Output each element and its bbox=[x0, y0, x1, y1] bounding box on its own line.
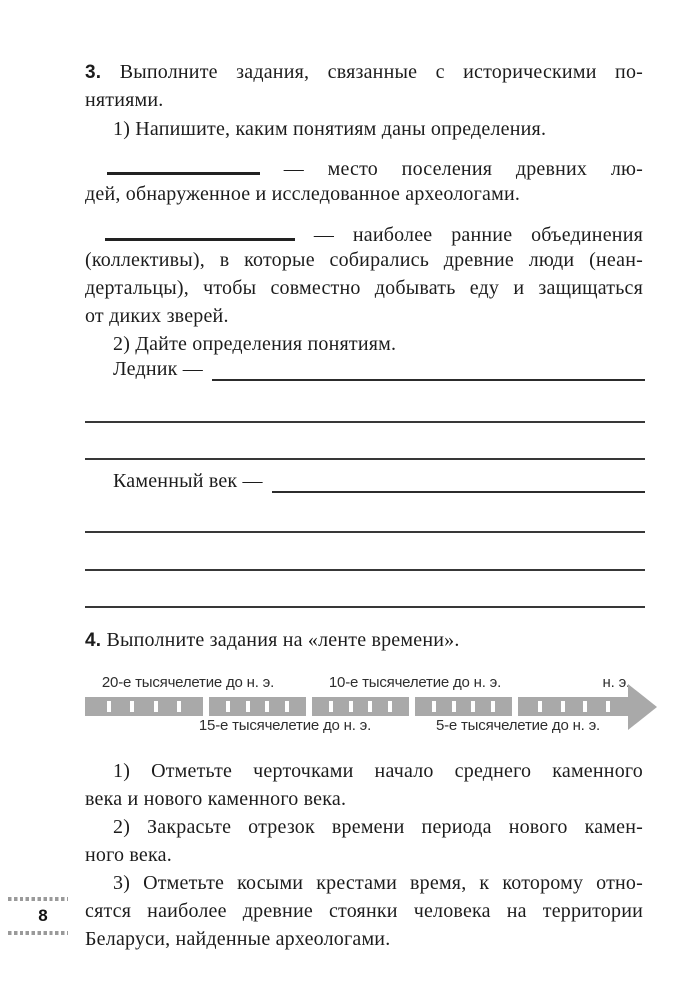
term-stone-age-label: Каменный век — bbox=[113, 470, 263, 492]
definition-2-text: — наиболее ранние объединения bbox=[313, 224, 643, 246]
term-stone-age-row bbox=[113, 469, 645, 493]
timeline-label-5th-millennium: 5-е тысячелетие до н. э. bbox=[435, 717, 601, 734]
task4-item3-line1: 3) Отметьте косыми крестами время, к которому отно- bbox=[113, 872, 643, 894]
timeline-block-4[interactable] bbox=[415, 697, 512, 716]
task3-heading-line2: нятиями. bbox=[85, 89, 164, 111]
timeline bbox=[85, 672, 675, 744]
definition-1-text: — место поселения древних лю- bbox=[283, 158, 643, 180]
task3-heading-text: Выполните задания, связанные с историческими по- bbox=[119, 61, 644, 83]
task4-item1-line2: века и нового каменного века. bbox=[85, 788, 347, 810]
definition-2-line3: дертальцы), чтобы совместно добывать еду и защищаться bbox=[85, 277, 643, 299]
task3-number: 3. bbox=[85, 62, 102, 83]
answer-line-stone-age-4[interactable] bbox=[85, 606, 645, 608]
timeline-label-20th-millennium: 20-е тысячелетие до н. э. bbox=[101, 674, 275, 691]
definition-2-line1 bbox=[105, 218, 643, 246]
definition-1-line2: дей, обнаруженное и исследованное археологами. bbox=[85, 183, 521, 205]
task4-number: 4. bbox=[85, 630, 102, 651]
task3-item2: 2) Дайте определения понятиям. bbox=[113, 333, 397, 355]
task4-item2-line2: ного века. bbox=[85, 844, 172, 866]
definition-2-line2: (коллективы), в которые собирались древние люди (неан- bbox=[85, 249, 643, 271]
timeline-block-1[interactable] bbox=[85, 697, 203, 716]
task4-item1-line1: 1) Отметьте черточками начало среднего каменного bbox=[113, 760, 643, 782]
answer-line-lednik-3[interactable] bbox=[85, 458, 645, 460]
timeline-block-3[interactable] bbox=[312, 697, 409, 716]
answer-line-stone-age-2[interactable] bbox=[85, 531, 645, 533]
answer-blank-2[interactable] bbox=[105, 218, 295, 241]
answer-line-lednik-1[interactable] bbox=[212, 357, 645, 381]
definition-2-line4: от диких зверей. bbox=[85, 305, 229, 327]
timeline-label-15th-millennium: 15-е тысячелетие до н. э. bbox=[198, 717, 372, 734]
definition-1-line1 bbox=[107, 152, 643, 180]
term-lednik-row bbox=[113, 357, 645, 381]
answer-blank-1[interactable] bbox=[107, 152, 260, 175]
answer-line-lednik-2[interactable] bbox=[85, 421, 645, 423]
page-number: 8 bbox=[38, 906, 48, 925]
answer-line-stone-age-3[interactable] bbox=[85, 569, 645, 571]
page-number-dots-bottom bbox=[8, 931, 68, 935]
task3-heading-line1 bbox=[85, 58, 643, 86]
timeline-block-2[interactable] bbox=[209, 697, 306, 716]
page-number-block bbox=[8, 897, 68, 935]
timeline-label-10th-millennium: 10-е тысячелетие до н. э. bbox=[328, 674, 502, 691]
task4-item2-line1: 2) Закрасьте отрезок времени периода нового камен- bbox=[113, 816, 643, 838]
timeline-block-5[interactable] bbox=[518, 697, 630, 716]
answer-line-stone-age-1[interactable] bbox=[272, 469, 645, 493]
task4-item3-line3: Беларуси, найденные археологами. bbox=[85, 928, 391, 950]
task4-item3-line2: сятся наиболее древние стоянки человека на территории bbox=[85, 900, 643, 922]
task3-item1: 1) Напишите, каким понятиям даны определения. bbox=[113, 118, 547, 140]
timeline-bar[interactable] bbox=[85, 697, 630, 716]
timeline-arrow-icon bbox=[628, 684, 657, 730]
task4-heading-text: Выполните задания на «ленте времени». bbox=[106, 629, 460, 651]
task4-heading bbox=[85, 626, 460, 654]
term-lednik-label: Ледник — bbox=[113, 358, 203, 380]
timeline-label-common-era: н. э. bbox=[602, 674, 630, 691]
